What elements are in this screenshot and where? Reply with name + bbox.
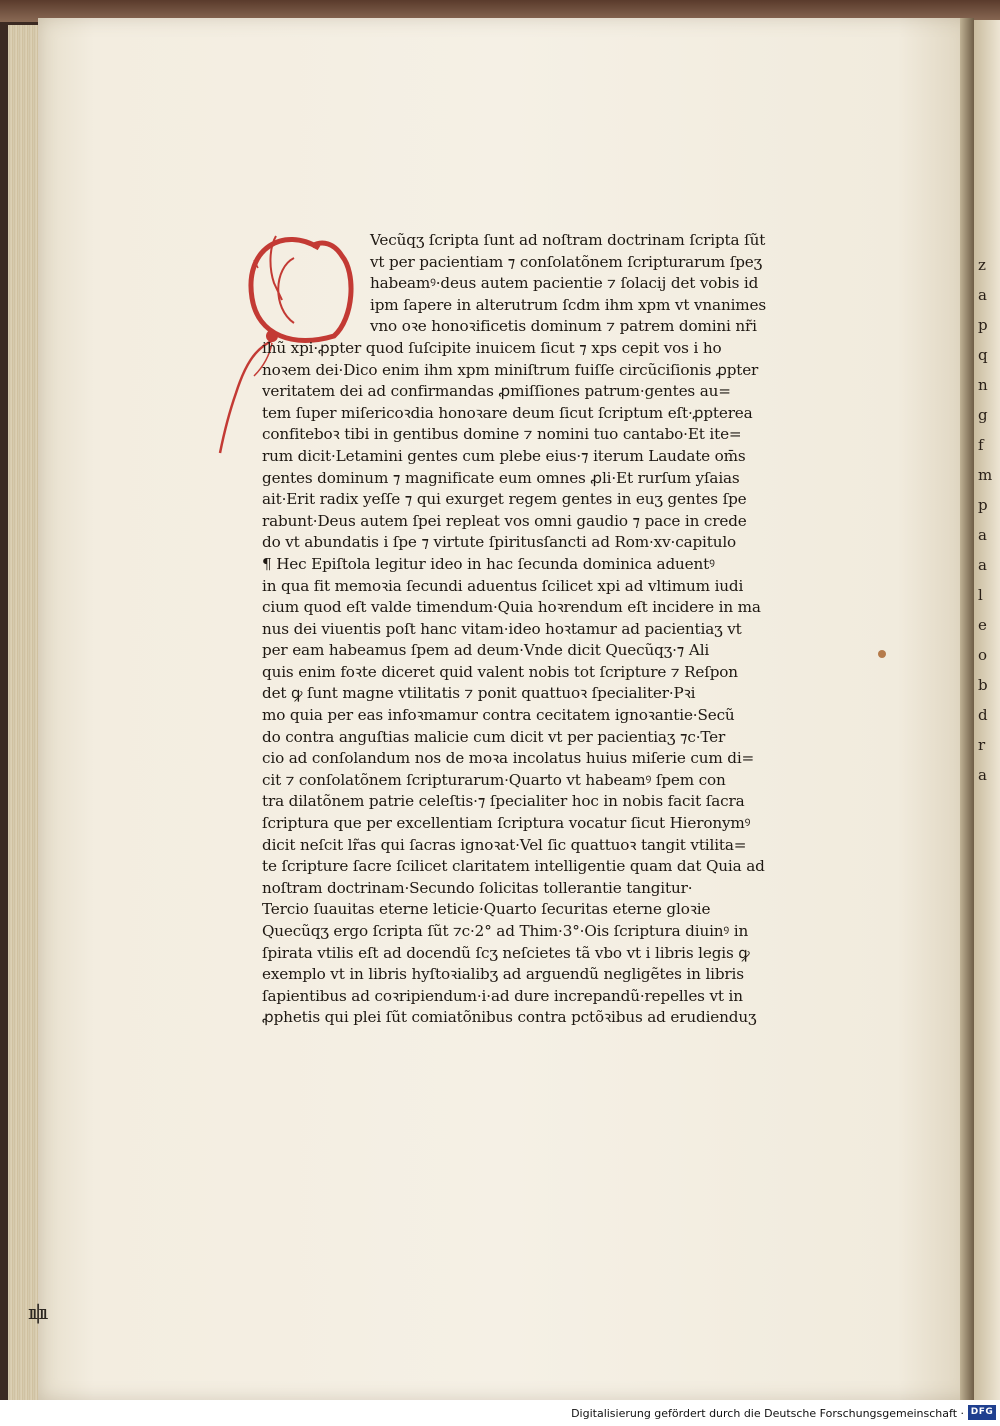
text-line: ꝓphetis qui plei ſũt comiatõnibus contra pctõꝛibus ad erudienduʒ xyxy=(262,1008,757,1027)
footer-credit: Digitalisierung gefördert durch die Deutsche Forschungsgemeinschaft · xyxy=(571,1407,964,1420)
text-line: ſcriptura que per excellentiam ſcriptura vocatur ſicut Hieronymꝰ xyxy=(262,814,751,833)
text-line: ¶ Hec Epiſtola legitur ideo in hac ſecunda dominica aduentꝰ xyxy=(262,554,715,573)
text-line: Quecũqʒ ergo ſcripta ſũt ⁊c·2° ad Thim·3°·Ois ſcriptura diuinꝰ in xyxy=(262,922,749,940)
facing-page-letter: n xyxy=(978,376,988,394)
facing-page-letter: a xyxy=(978,556,987,574)
text-line: cium quod eſt valde timendum·Quia hoꝛrendum eſt incidere in ma xyxy=(262,598,761,617)
text-line: gentes dominum ⁊ magnificate eum omnes ꝓli·Et rurſum yſaias xyxy=(262,468,740,487)
text-line: rum dicit·Letamini gentes cum plebe eius·⁊ iterum Laudate om̄s xyxy=(262,446,746,465)
facing-page-letter: e xyxy=(978,616,987,634)
facing-page-letter: l xyxy=(978,586,983,604)
text-line: ſpirata vtilis eſt ad docendũ ſcʒ neſcietes tã vbo vt i libris legis ꝙ xyxy=(262,943,750,962)
text-line: cio ad conſolandum nos de moꝛa incolatus huius miſerie cum di= xyxy=(262,749,755,768)
text-line: Tercio ſuauitas eterne leticie·Quarto ſecuritas eterne gloꝛie xyxy=(262,900,711,919)
facing-page-letter: d xyxy=(978,706,988,724)
facing-page-letter: r xyxy=(978,736,986,754)
text-line: tem ſuper miſericoꝛdia honoꝛare deum ſicut ſcriptum eſt·ꝓpterea xyxy=(262,403,753,422)
text-line: do vt abundatis i ſpe ⁊ virtute ſpiritusſancti ad Rom·xv·capitulo xyxy=(262,533,737,552)
paper-stain xyxy=(878,650,886,658)
text-line: veritatem dei ad confirmandas ꝓmiſſiones patrum·gentes au= xyxy=(262,382,731,401)
text-line: per eam habeamus ſpem ad deum·Vnde dicit Quecũqʒ·⁊ Ali xyxy=(262,641,710,660)
text-line: cit ⁊ conſolatõnem ſcripturarum·Quarto vt habeamꝰ ſpem con xyxy=(262,770,726,789)
facing-page-letter: g xyxy=(978,406,988,424)
facing-page-letter: a xyxy=(978,766,987,784)
facing-page-letter: o xyxy=(978,646,988,664)
text-line: ipm ſapere in alterutrum ſcdm ihm xpm vt vnanimes xyxy=(370,295,767,314)
text-line: confiteboꝛ tibi in gentibus domine ⁊ nomini tuo cantabo·Et ite= xyxy=(262,425,742,444)
page-gutter xyxy=(960,18,974,1400)
dfg-logo: DFG xyxy=(968,1405,996,1420)
text-line: in qua fit memoꝛia ſecundi aduentus ſcilicet xpi ad vltimum iudi xyxy=(262,576,744,595)
text-line: te ſcripture ſacre ſcilicet claritatem intelligentie quam dat Quia ad xyxy=(262,857,765,876)
facing-page-letter: a xyxy=(978,286,987,304)
text-line: ſapientibus ad coꝛripiendum·i·ad dure increpandũ·repelles vt in xyxy=(262,986,743,1005)
text-line: noꝛem dei·Dico enim ihm xpm miniſtrum fuiſſe circũciſionis ꝓpter xyxy=(262,360,759,379)
page-text xyxy=(262,230,862,1029)
ink-marks: ıı|ıı xyxy=(28,1300,46,1324)
text-line: det ꝙ ſunt magne vtilitatis ⁊ ponit quattuoꝛ ſpecialiter·Pꝛi xyxy=(262,684,696,703)
text-line: quis enim foꝛte diceret quid valent nobis tot ſcripture ⁊ Reſpon xyxy=(262,662,738,681)
facing-page-letter: z xyxy=(978,256,986,274)
facing-page-letter: b xyxy=(978,676,988,694)
text-line: vno oꝛe honoꝛificetis dominum ⁊ patrem domini nr̃i xyxy=(370,317,757,336)
initial-letter: Q xyxy=(276,330,277,331)
facing-page-letter: p xyxy=(978,316,988,334)
facing-page-letter: m xyxy=(978,466,993,484)
text-line: do contra anguſtias malicie cum dicit vt per pacientiaʒ ⁊c·Ter xyxy=(262,727,726,746)
text-line: ihũ xpi·ꝓpter quod ſuſcipite inuicem ſicut ⁊ xps cepit vos i ho xyxy=(262,338,722,357)
text-line: tra dilatõnem patrie celeſtis·⁊ ſpecialiter hoc in nobis facit ſacra xyxy=(262,792,745,811)
facing-page-letter: q xyxy=(978,346,988,364)
text-line: exemplo vt in libris hyſtoꝛialibʒ ad arguendũ negligẽtes in libris xyxy=(262,965,744,984)
text-line: mo quia per eas infoꝛmamur contra cecitatem ignoꝛantie·Secũ xyxy=(262,706,735,725)
text-line: nus dei viuentis poſt hanc vitam·ideo hoꝛtamur ad pacientiaʒ vt xyxy=(262,619,742,638)
facing-page-letter: p xyxy=(978,496,988,514)
text-line: dicit neſcit lr̃as qui ſacras ignoꝛat·Vel ſic quattuoꝛ tangit vtilita= xyxy=(262,835,747,854)
text-line: noſtram doctrinam·Secundo ſolicitas tollerantie tangitur· xyxy=(262,878,693,897)
text-line: Vecũqʒ ſcripta ſunt ad noſtram doctrinam ſcripta ſũt xyxy=(370,231,766,249)
facing-page-letter: a xyxy=(978,526,987,544)
facing-page-letter: f xyxy=(978,436,984,454)
text-line: rabunt·Deus autem ſpei repleat vos omni gaudio ⁊ pace in crede xyxy=(262,511,747,530)
text-line: ait·Erit radix yeſſe ⁊ qui exurget regem gentes in euʒ gentes ſpe xyxy=(262,490,747,509)
text-line: vt per pacientiam ⁊ conſolatõnem ſcripturarum ſpeʒ xyxy=(370,252,763,271)
footer-bar xyxy=(0,1400,1000,1426)
facing-page-text xyxy=(978,250,1000,790)
text-line: habeamꝰ·deus autem pacientie ⁊ ſolacij det vobis id xyxy=(370,274,759,293)
